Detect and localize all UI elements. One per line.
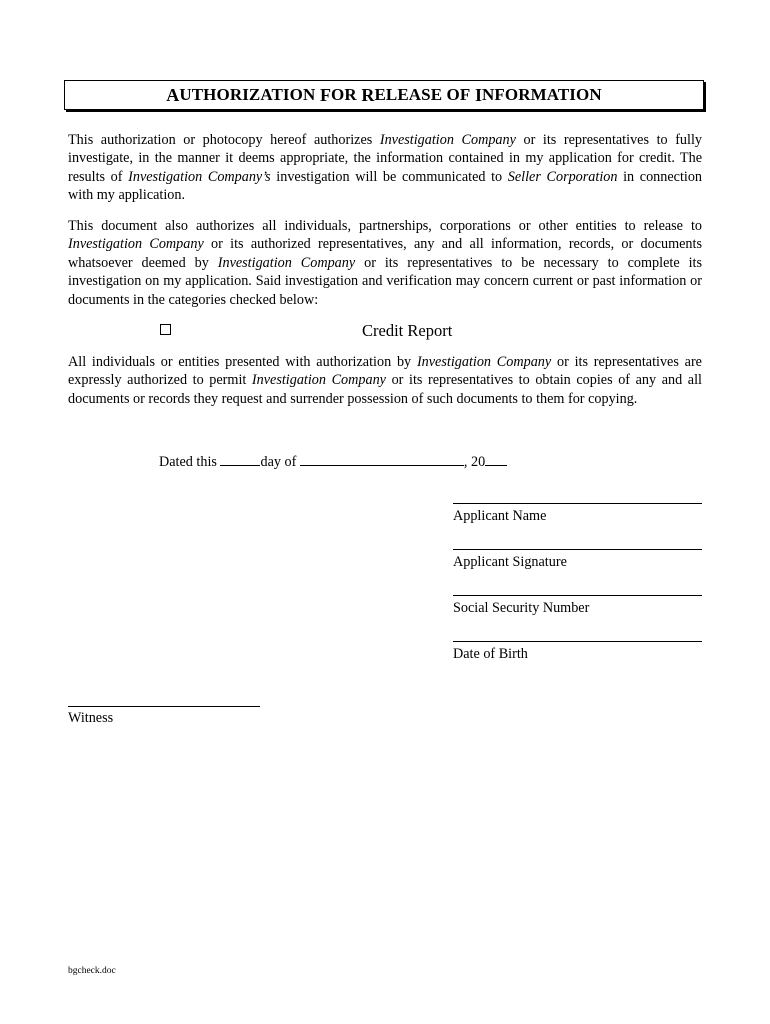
release-paragraph: This document also authorizes all individuals, partnerships, corporations or other entities to release to Investigation Company or its authorized representatives, any and all information, records, or documents whatsoever deemed by Investigation Company or its representatives to be necessary to complete its investigation on my application. Said investigation and verification may concern current or past information or documents in the categories checked below: (68, 218, 702, 308)
company-name: Investigation Company (251, 372, 386, 389)
year-blank[interactable] (485, 452, 507, 466)
company-name: Investigation Company (379, 132, 516, 148)
company-name-possessive: Investigation Company’s (128, 168, 271, 185)
title-rest-authorization: UTHORIZATION (179, 85, 316, 104)
dated-line: Dated this day of , 20 (159, 452, 507, 471)
company-name: Investigation Company (416, 354, 552, 370)
applicant-name-label: Applicant Name (453, 508, 547, 524)
applicant-signature-label: Applicant Signature (453, 554, 567, 570)
day-blank[interactable] (220, 452, 260, 466)
title-cap-a: A (166, 84, 180, 105)
month-blank[interactable] (300, 452, 464, 466)
applicant-name-line[interactable] (453, 503, 702, 504)
authorization-paragraph: This authorization or photocopy hereof authorizes Investigation Company or its representatives to fully investigate, in the manner it deems appropriate, the information contained in my application for credit. The results of Investigation Company’s investigation will be communicated to Seller Corporation in connection with my application. (68, 132, 703, 204)
ssn-label: Social Security Number (453, 600, 590, 616)
document-title (64, 80, 704, 110)
credit-report-option[interactable] (160, 321, 560, 343)
credit-report-checkbox[interactable] (160, 324, 171, 335)
title-cap-i: I (474, 84, 483, 105)
title-rest-for: OR (331, 85, 357, 104)
title-rest-release-of: ELEASE OF (374, 85, 471, 104)
credit-report-label: Credit Report (362, 321, 453, 340)
witness-line[interactable] (68, 706, 260, 707)
title-cap-r: R (361, 84, 375, 105)
witness-label: Witness (68, 710, 114, 726)
title-cap-f: F (319, 84, 332, 105)
company-name: Investigation Company (68, 236, 204, 253)
applicant-signature-line[interactable] (453, 549, 702, 550)
ssn-line[interactable] (453, 595, 702, 596)
title-rest-information: NFORMATION (482, 85, 602, 104)
company-name: Investigation Company (217, 254, 356, 271)
seller-name: Seller Corporation (507, 168, 618, 185)
dob-line[interactable] (453, 641, 702, 642)
permission-paragraph: All individuals or entities presented with authorization by Investigation Company or its representatives are expressly authorized to permit Investigation Company or its representatives to obtain copies of any and all documents or records they request and surrender possession of such documents to them for copying. (68, 354, 702, 407)
footer-filename: bgcheck.doc (68, 966, 116, 976)
dob-label: Date of Birth (453, 646, 528, 662)
